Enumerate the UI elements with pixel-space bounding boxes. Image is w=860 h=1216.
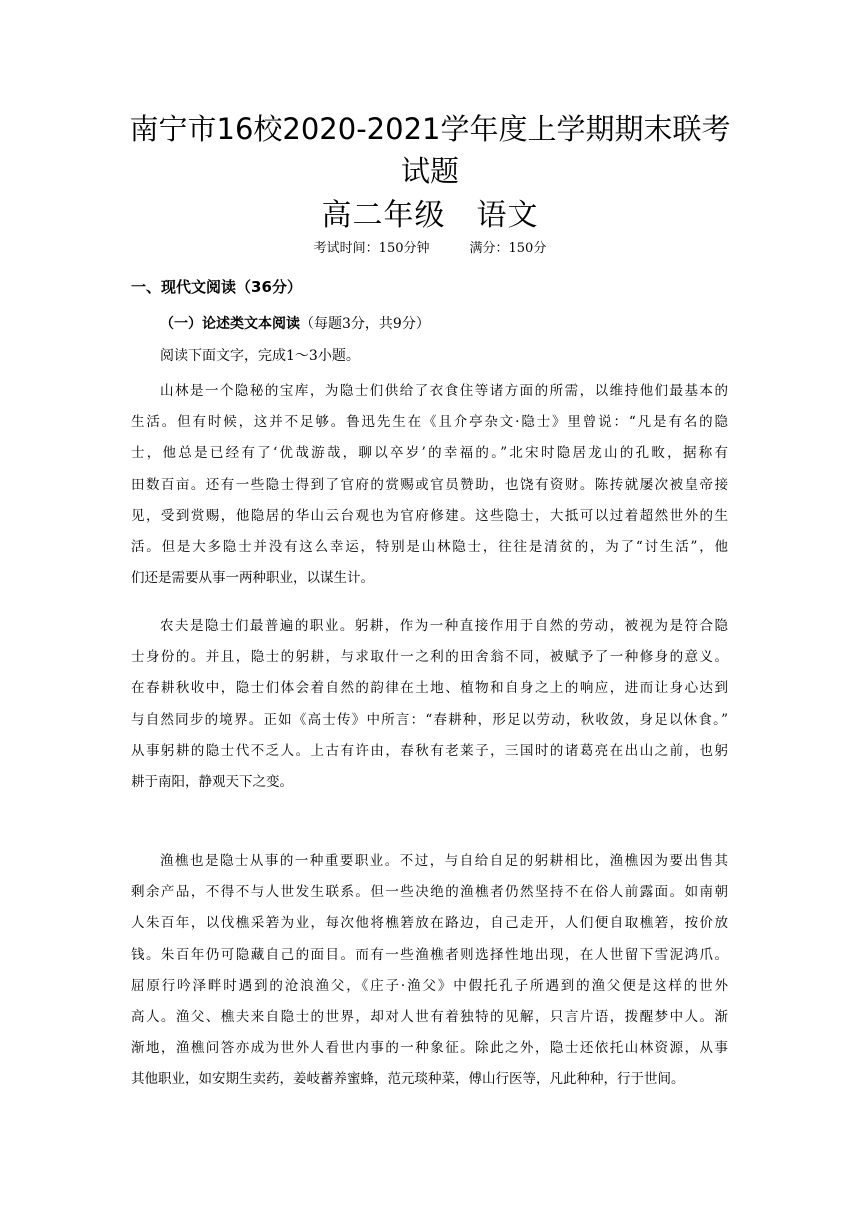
paragraph-line: 人朱百年，以伐樵采箬为业，每次他将樵箬放在路边，自己走开，人们便自取樵箬，按价放 bbox=[131, 915, 728, 932]
paragraph-line: 山林是一个隐秘的宝库，为隐士们供给了衣食住等诸方面的所需，以维持他们最基本的 bbox=[160, 383, 728, 399]
exam-title-line1: 南宁市16校2020-2021学年度上学期期末联考 bbox=[129, 112, 731, 146]
paragraph-line: 屈原行吟泽畔时遇到的沧浪渔父，《庄子·渔父》中假托孔子所遇到的渔父便是这样的世外 bbox=[131, 977, 728, 994]
paragraph-line: 渔樵也是隐士从事的一种重要职业。不过，与自给自足的躬耕相比，渔樵因为要出售其 bbox=[160, 853, 728, 869]
subsection-heading bbox=[160, 313, 430, 335]
reading-instruction: 阅读下面文字，完成1～3小题。 bbox=[160, 348, 360, 364]
paragraph bbox=[131, 846, 728, 1096]
paragraph-line: 生活。但有时候，这并不足够。鲁迅先生在《且介亭杂文·隐士》里曾说：“凡是有名的隐 bbox=[131, 414, 728, 431]
paragraph-line: 钱。朱百年仍可隐藏自己的面目。而有一些渔樵者则选择性地出现，在人世留下雪泥鸿爪。 bbox=[131, 946, 728, 963]
paragraph-line: 见，受到赏赐，他隐居的华山云台观也为官府修建。这些隐士，大抵可以过着超然世外的生 bbox=[131, 507, 728, 524]
subsection-title: （一）论述类文本阅读 bbox=[160, 316, 300, 332]
paragraph-line: 高人。渔父、樵夫来自隐士的世界，却对人世有着独特的见解，只言片语，拨醒梦中人。渐 bbox=[131, 1008, 728, 1025]
paragraph-line: 农夫是隐士们最普遍的职业。躬耕，作为一种直接作用于自然的劳动，被视为是符合隐 bbox=[160, 618, 728, 634]
paragraph-line: 在春耕秋收中，隐士们体会着自然的韵律在土地、植物和自身之上的响应，进而让身心达到 bbox=[131, 680, 728, 697]
paragraph-line: 士，他总是已经有了‘优哉游哉，聊以卒岁’的幸福的。”北宋时隐居龙山的孔畋，据称有 bbox=[131, 445, 728, 462]
paragraph-line: 耕于南阳，静观天下之变。 bbox=[131, 773, 293, 790]
exam-time: 考试时间：150分钟 bbox=[313, 241, 430, 256]
exam-info bbox=[0, 240, 860, 258]
paragraph-line: 其他职业，如安期生卖药，姜岐蓄养蜜蜂，范元琰种菜，傅山行医等，凡此种种，行于世间。 bbox=[131, 1071, 685, 1088]
paragraph-line: 剩余产品，不得不与人世发生联系。但一些决绝的渔樵者仍然坚持不在俗人前露面。如南朝 bbox=[131, 884, 728, 901]
full-score: 满分：150分 bbox=[469, 241, 547, 256]
paragraph-line: 与自然同步的境界。正如《高士传》中所言：“春耕种，形足以劳动，秋收敛，身足以休食。” bbox=[131, 711, 728, 728]
subsection-note: （每题3分，共9分） bbox=[300, 316, 430, 332]
paragraph-line: 渐地，渔樵问答亦成为世外人看世内事的一种象征。除此之外，隐士还依托山林资源，从事 bbox=[131, 1040, 728, 1057]
paragraph-line: 们还是需要从事一两种职业，以谋生计。 bbox=[131, 570, 374, 587]
paragraph-line: 士身份的。并且，隐士的躬耕，与求取什一之利的田舍翁不同，被赋予了一种修身的意义。 bbox=[131, 649, 728, 666]
exam-subject-title: 高二年级 语文 bbox=[321, 198, 539, 233]
paragraph-line: 从事躬耕的隐士代不乏人。上古有许由，春秋有老莱子，三国时的诸葛亮在出山之前，也躬 bbox=[131, 742, 728, 759]
section-heading: 一、现代文阅读（36分） bbox=[131, 278, 302, 296]
paragraph bbox=[131, 611, 728, 798]
paragraph bbox=[131, 376, 728, 594]
paragraph-line: 活。但是大多隐士并没有这么幸运，特别是山林隐士，往往是清贫的，为了“讨生活”，他 bbox=[131, 538, 728, 555]
paragraph-line: 田数百亩。还有一些隐士得到了官府的赏赐或官员赞助，也饶有资财。陈抟就屡次被皇帝接 bbox=[131, 476, 728, 493]
exam-title-line2: 试题 bbox=[400, 154, 459, 188]
